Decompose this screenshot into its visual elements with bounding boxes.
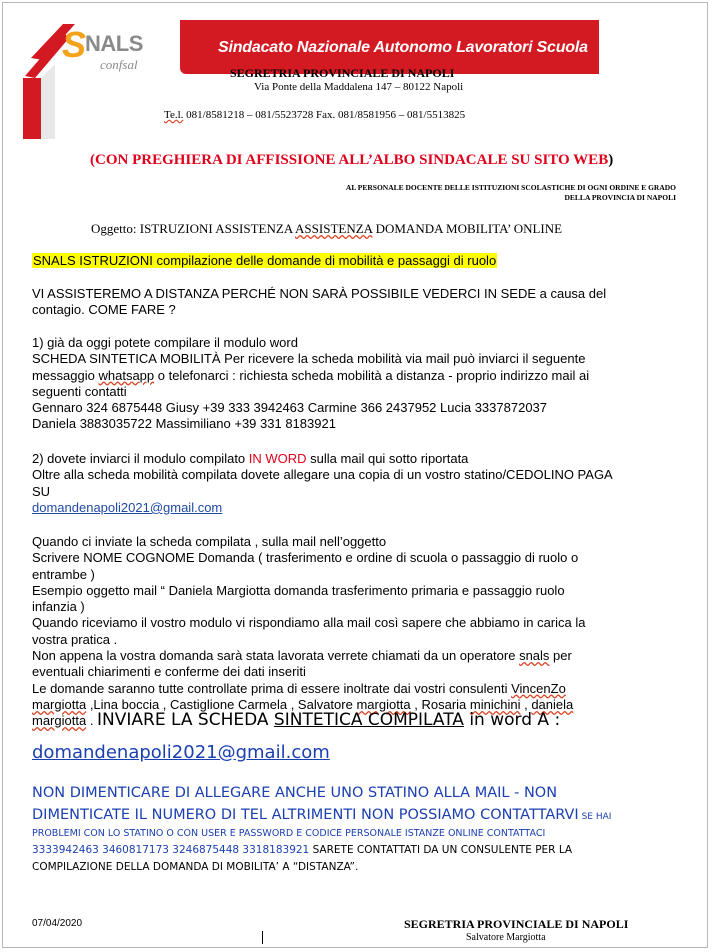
contact-numbers: 3333942463 3460817173 3246875448 3318183921	[32, 844, 310, 856]
subject-repeated-word: ASSISTENZA	[295, 221, 373, 236]
text-run: VincenZo	[511, 680, 566, 696]
subject-suffix: DOMANDA MOBILITA’ ONLINE	[372, 221, 563, 236]
step-3-line: entrambe )	[32, 566, 95, 582]
text-run: minichini	[469, 696, 521, 712]
logo-nals: NALS	[85, 31, 143, 56]
subject-line	[91, 221, 562, 237]
text-run: snals	[519, 648, 550, 664]
reminder-line: COMPILAZIONE DELLA DOMANDA DI MOBILITA’ A “DISTANZA”.	[32, 861, 359, 873]
text-run: margiotta	[356, 696, 411, 712]
text-run: Le domande saranno tutte controllate prima di essere inoltrate dai vostri consulenti	[32, 680, 512, 696]
reminder-line: NON DIMENTICARE DI ALLEGARE ANCHE UNO STATINO ALLA MAIL - NON	[32, 785, 558, 801]
tel-prefix: Te.l.	[164, 109, 184, 121]
step-1-line: 1) già da oggi potete compilare il modulo word	[32, 335, 298, 350]
step-3-line: vostra pratica .	[32, 631, 118, 647]
step-1-line: seguenti contatti	[32, 383, 127, 399]
footer-office: SEGRETRIA PROVINCIALE DI NAPOLI	[404, 917, 629, 931]
reminder-details	[32, 825, 682, 876]
big-email-link[interactable]: domandenapoli2021@gmail.com	[32, 742, 330, 763]
text-run: DIMENTICATE IL NUMERO DI TEL ALTRIMENTI NON POSSIAMO CONTATTARVI	[32, 807, 579, 823]
text-cursor	[262, 931, 263, 944]
step-2-paragraph	[32, 451, 680, 516]
step-2-line: Oltre alla scheda mobilità compilata dovete allegare una copia di un vostro statino/CEDOLINO PAGA	[32, 467, 613, 483]
step-3-paragraph	[32, 534, 680, 730]
text-run: sulla mail qui sotto riportata	[306, 451, 469, 466]
step-3-line: Quando riceviamo il vostro modulo vi rispondiamo alla mail così sapere che abbiamo in carica la	[32, 615, 586, 631]
text-run: SARETE CONTATTATI DA UN CONSULENTE PER LA	[309, 844, 573, 856]
footer-signer: Salvatore Margiotta	[466, 932, 546, 943]
text-run: Non appena la vostra domanda sarà stata lavorata verrete chiamati da un operatore	[32, 648, 520, 664]
reminder-line	[32, 842, 682, 859]
logo-confsal: confsal	[100, 57, 138, 72]
send-instruction: in word A :	[463, 710, 561, 731]
text-run: margiotta	[32, 713, 87, 729]
step-3-line	[32, 712, 680, 729]
footer-date: 07/04/2020	[32, 918, 83, 929]
recipients-line-1: AL PERSONALE DOCENTE DELLE ISTITUZIONI SCOLASTICHE DI OGNI ORDINE E GRADO	[345, 183, 676, 192]
contacts-line: Gennaro 324 6875448 Giusy +39 333 3942463 Carmine 366 2437952 Lucia 3337872037	[32, 400, 548, 416]
step-3-line: infanzia )	[32, 599, 85, 615]
text-run: SE HAI	[578, 812, 612, 822]
text-run: .	[86, 713, 98, 729]
step-3-line: Quando ci inviate la scheda compilata , sulla mail nell’oggetto	[32, 534, 387, 549]
contacts-line: Daniela 3883035722 Massimiliano +39 331 8183921	[32, 416, 336, 432]
text-run: messaggio	[32, 367, 99, 383]
step-3-line: Esempio oggetto mail “ Daniela Margiotta domanda trasferimento primaria e passaggio ruolo	[32, 582, 565, 598]
text-run: daniela	[531, 696, 574, 712]
text-run: 2) dovete inviarci il modulo compilato	[32, 451, 249, 466]
posting-request-close: )	[608, 152, 614, 168]
banner-title: Sindacato Nazionale Autonomo Lavoratori Scuola	[218, 39, 588, 56]
email-link[interactable]: domandenapoli2021@gmail.com	[32, 499, 223, 515]
logo-s: S	[62, 24, 87, 65]
in-word-emphasis: IN WORD	[248, 451, 307, 466]
send-instruction: INVIARE LA SCHEDA	[97, 710, 274, 731]
step-3-line: Scrivere NOME COGNOME Domanda ( trasferimento e ordine di scuola o passaggio di ruolo o	[32, 550, 579, 566]
text-run: o telefonarci : richiesta scheda mobilità a distanza - proprio indirizzo mail ai	[154, 367, 590, 383]
recipients-line-2: DELLA PROVINCIA DI NAPOLI	[564, 193, 676, 202]
subject-prefix: Oggetto: ISTRUZIONI ASSISTENZA	[91, 221, 296, 236]
office-address: Via Ponte della Maddalena 147 – 80122 Napoli	[254, 81, 464, 93]
reminder-line: PROBLEMI CON LO STATINO O CON USER E PASSWORD E CODICE PERSONALE ISTANZE ONLINE CONTATTACI	[32, 828, 546, 839]
step-1-line: SCHEDA SINTETICA MOBILITÀ Per ricevere la scheda mobilità via mail può inviarci il seguente	[32, 351, 586, 367]
office-phones	[164, 109, 465, 121]
text-run: per	[549, 648, 572, 664]
intro-line: contagio. COME FARE ?	[32, 302, 176, 318]
step-3-line	[32, 648, 680, 664]
step-3-line	[32, 681, 680, 697]
office-title: SEGRETRIA PROVINCIALE DI NAPOLI	[230, 66, 455, 80]
step-2-line	[32, 451, 680, 467]
intro-line: VI ASSISTEREMO A DISTANZA PERCHÉ NON SARÀ POSSIBILE VEDERCI IN SEDE a causa del	[32, 286, 607, 301]
posting-request-text: (CON PREGHIERA DI AFFISSIONE ALL’ALBO SINDACALE SU SITO WEB	[90, 152, 609, 168]
phone-numbers: 081/8581218 – 081/5523728 Fax. 081/8581956 – 081/5513825	[183, 109, 466, 121]
posting-request	[90, 152, 613, 169]
text-run: ,	[520, 696, 532, 712]
step-3-line: eventuali chiarimenti e conferme dei dati inseriti	[32, 664, 306, 680]
intro-paragraph	[32, 286, 680, 319]
step-2-line: SU	[32, 483, 51, 499]
reminder-block	[32, 782, 682, 828]
step-1-paragraph	[32, 335, 680, 433]
text-run: ,Lina boccia , Castiglione Carmela , Salvatore	[86, 696, 357, 712]
text-run: whatsapp	[98, 367, 155, 383]
text-run: margiotta	[32, 696, 87, 712]
text-run: , Rosaria	[410, 696, 470, 712]
send-instruction-underlined: SINTETICA COMPILATA	[273, 710, 464, 731]
highlighted-heading: SNALS ISTRUZIONI compilazione delle domande di mobilità e passaggi di ruolo	[33, 253, 497, 268]
step-1-line	[32, 368, 680, 384]
